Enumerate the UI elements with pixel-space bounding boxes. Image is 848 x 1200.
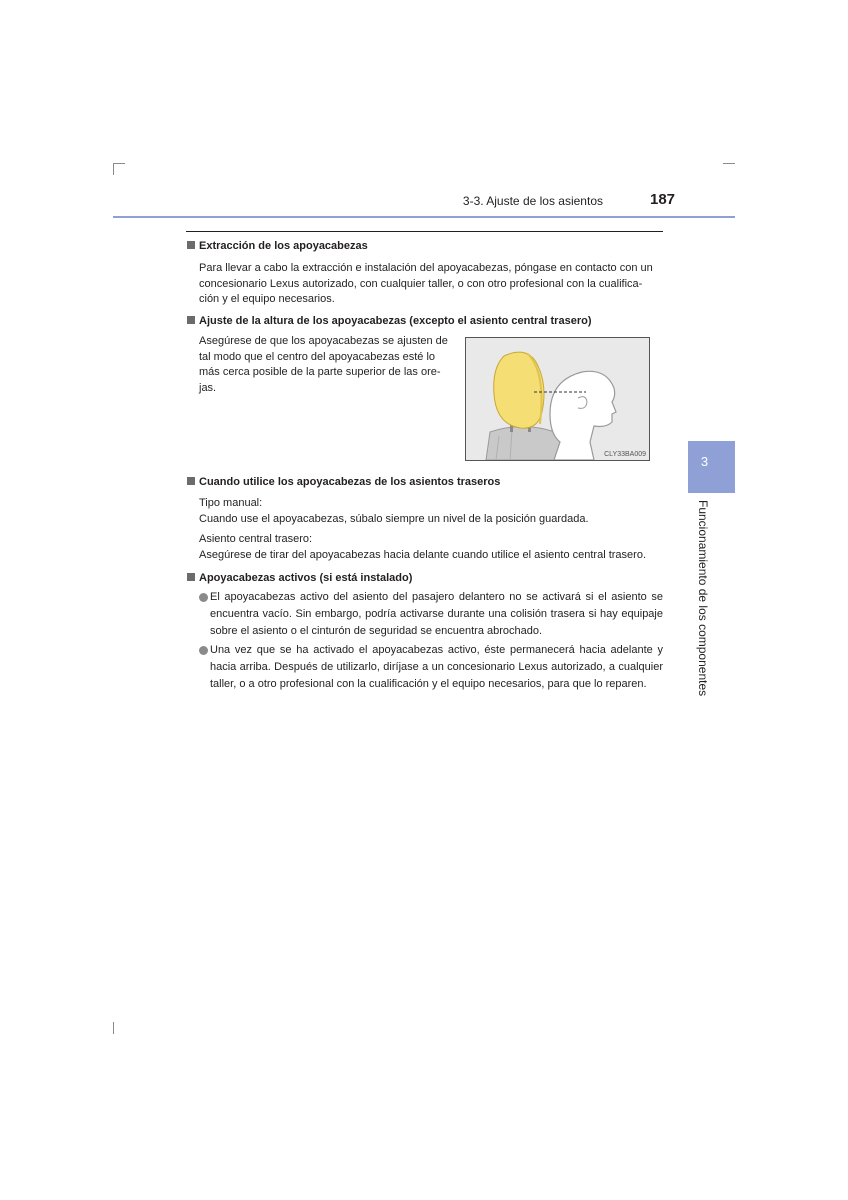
figure-code: CLY33BA009 [604,451,646,458]
square-bullet-icon [187,477,195,485]
section-paragraph: Tipo manual: Cuando use el apoyacabezas, súbalo siempre un nivel de la posición guardada. Asiento central trasero: Asegúrese de tirar del apoyacabezas hacia delante cuando utilice el asiento central trasero. [199,497,646,561]
content-top-rule [186,231,663,232]
crop-mark [113,163,114,175]
crop-mark [723,163,735,164]
header-rule [113,216,735,218]
section-heading: Cuando utilice los apoyacabezas de los asientos traseros [187,476,500,488]
chapter-number: 3 [700,454,709,469]
chapter-title: Funcionamiento de los componentes [696,500,710,697]
section-heading: Apoyacabezas activos (si está instalado) [187,572,412,584]
section-heading: Ajuste de la altura de los apoyacabezas (excepto el asiento central trasero) [187,315,591,327]
page-number: 187 [650,191,676,208]
section-paragraph: Asegúrese de que los apoyacabezas se ajusten de tal modo que el centro del apoyacabezas esté lo más cerca posible de la parte superior de las ore- jas. [199,335,448,394]
list-item: El apoyacabezas activo del asiento del pasajero delantero no se activará si el asiento se encuentra vacío. Sin embargo, podría activarse durante una colisión trasera si hay equipaje sobre el asiento o el cinturón de seguridad se encuentra abrochado. [199,589,663,640]
square-bullet-icon [187,573,195,581]
bullet-dot-icon [199,646,208,655]
list-item: Una vez que se ha activado el apoyacabezas activo, éste permanecerá hacia adelante y hacia arriba. Después de utilizarlo, diríjase a un concesionario Lexus autorizado, a cualquier taller, o a otro profesional con la cualificación y el equipo necesarios, para que lo reparen. [199,642,663,693]
chapter-tab [688,441,735,493]
bullet-dot-icon [199,593,208,602]
headrest-height-diagram [466,338,649,460]
square-bullet-icon [187,241,195,249]
section-heading: Extracción de los apoyacabezas [187,240,368,252]
section-paragraph: Para llevar a cabo la extracción e instalación del apoyacabezas, póngase en contacto con un concesionario Lexus autorizado, con cualquier taller, o con otro profesional con la cualifica- ción y el equipo necesarios. [199,262,653,305]
crop-mark [113,163,125,164]
crop-mark [113,1022,114,1034]
square-bullet-icon [187,316,195,324]
headrest-illustration [465,337,650,461]
running-header: 3-3. Ajuste de los asientos [462,194,603,208]
